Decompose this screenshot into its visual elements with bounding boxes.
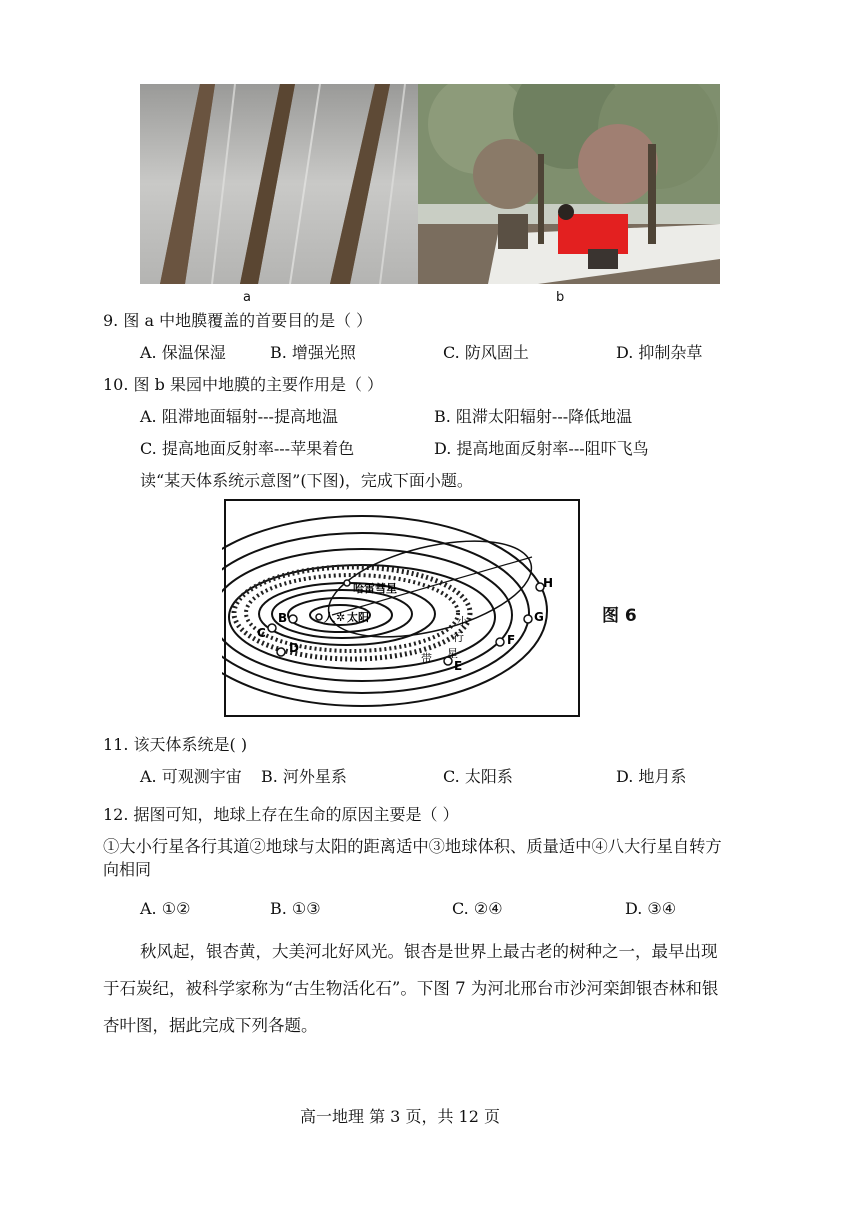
question-12-option-c: C. ②④ xyxy=(452,899,503,918)
planet-c xyxy=(268,624,276,632)
question-11-option-b: B. 河外星系 xyxy=(261,767,347,786)
label-E: E xyxy=(454,659,463,673)
question-11-option-d: D. 地月系 xyxy=(616,767,687,786)
question-11-stem: 11. 该天体系统是( ) xyxy=(103,735,248,754)
label-belt-4: 星 xyxy=(447,647,458,660)
planet-b xyxy=(289,615,297,623)
label-belt-3: 带 xyxy=(421,652,432,665)
label-sun: 太阳 xyxy=(347,611,369,624)
label-F: F xyxy=(507,633,516,647)
question-9-stem: 9. 图 a 中地膜覆盖的首要目的是（ ） xyxy=(103,311,373,330)
planet-f xyxy=(496,638,504,646)
photo-b-orchard xyxy=(418,84,720,284)
label-B: B xyxy=(278,611,288,625)
question-11-option-a: A. 可观测宇宙 xyxy=(140,767,242,786)
photo-b-label: b xyxy=(556,290,565,305)
question-10-option-c: C. 提高地面反射率---苹果着色 xyxy=(140,439,355,458)
question-10-stem: 10. 图 b 果园中地膜的主要作用是（ ） xyxy=(103,375,384,394)
question-12-stem: 12. 据图可知，地球上存在生命的原因主要是（ ） xyxy=(103,805,459,824)
label-belt-2: 行 xyxy=(453,631,464,644)
passage-line-3: 杏叶图，据此完成下列各题。 xyxy=(103,1016,318,1035)
question-10-option-a: A. 阻滞地面辐射---提高地温 xyxy=(140,407,338,426)
passage-line-2: 于石炭纪，被科学家称为“古生物活化石”。下图 7 为河北邢台市沙河栾卸银杏林和银 xyxy=(103,979,719,998)
label-belt-1: 小 xyxy=(457,615,468,628)
label-G: G xyxy=(534,610,544,624)
question-12-option-b: B. ①③ xyxy=(270,899,321,918)
label-H: H xyxy=(543,576,554,590)
label-human: 人 xyxy=(324,611,335,624)
passage-line-1: 秋风起，银杏黄，大美河北好风光。银杏是世界上最古老的树种之一，最早出现 xyxy=(140,942,718,961)
question-12-statements-line1: ①大小行星各行其道②地球与太阳的距离适中③地球体积、质量适中④八大行星自转方 xyxy=(103,837,722,856)
question-9-option-d: D. 抑制杂草 xyxy=(616,343,703,362)
svg-text:✲: ✲ xyxy=(336,611,346,624)
question-10-option-b: B. 阻滞太阳辐射---降低地温 xyxy=(434,407,633,426)
question-12-option-d: D. ③④ xyxy=(625,899,677,918)
question-12-statements-line2: 向相同 xyxy=(103,860,152,879)
planet-d xyxy=(277,648,285,656)
planet-g xyxy=(524,615,532,623)
question-9-option-a: A. 保温保湿 xyxy=(140,343,226,362)
planet-earth xyxy=(316,614,322,620)
figure-6-label: 图 6 xyxy=(602,606,637,626)
question-10-option-d: D. 提高地面反射率---阻吓飞鸟 xyxy=(434,439,649,458)
photo-a-label: a xyxy=(243,290,251,305)
label-C: C xyxy=(257,626,266,640)
question-12-option-a: A. ①② xyxy=(140,899,191,918)
label-D: D xyxy=(289,641,299,655)
comet-halley xyxy=(344,580,350,586)
diagram-intro: 读“某天体系统示意图”(下图)，完成下面小题。 xyxy=(140,471,473,490)
label-comet: 哈雷彗星 xyxy=(353,582,397,595)
question-11-option-c: C. 太阳系 xyxy=(443,767,513,786)
solar-system-diagram xyxy=(222,497,582,719)
page-footer: 高一地理 第 3 页，共 12 页 xyxy=(300,1107,500,1126)
question-9-option-b: B. 增强光照 xyxy=(270,343,356,362)
photo-a-mulch-field xyxy=(140,84,418,284)
question-9-option-c: C. 防风固土 xyxy=(443,343,529,362)
